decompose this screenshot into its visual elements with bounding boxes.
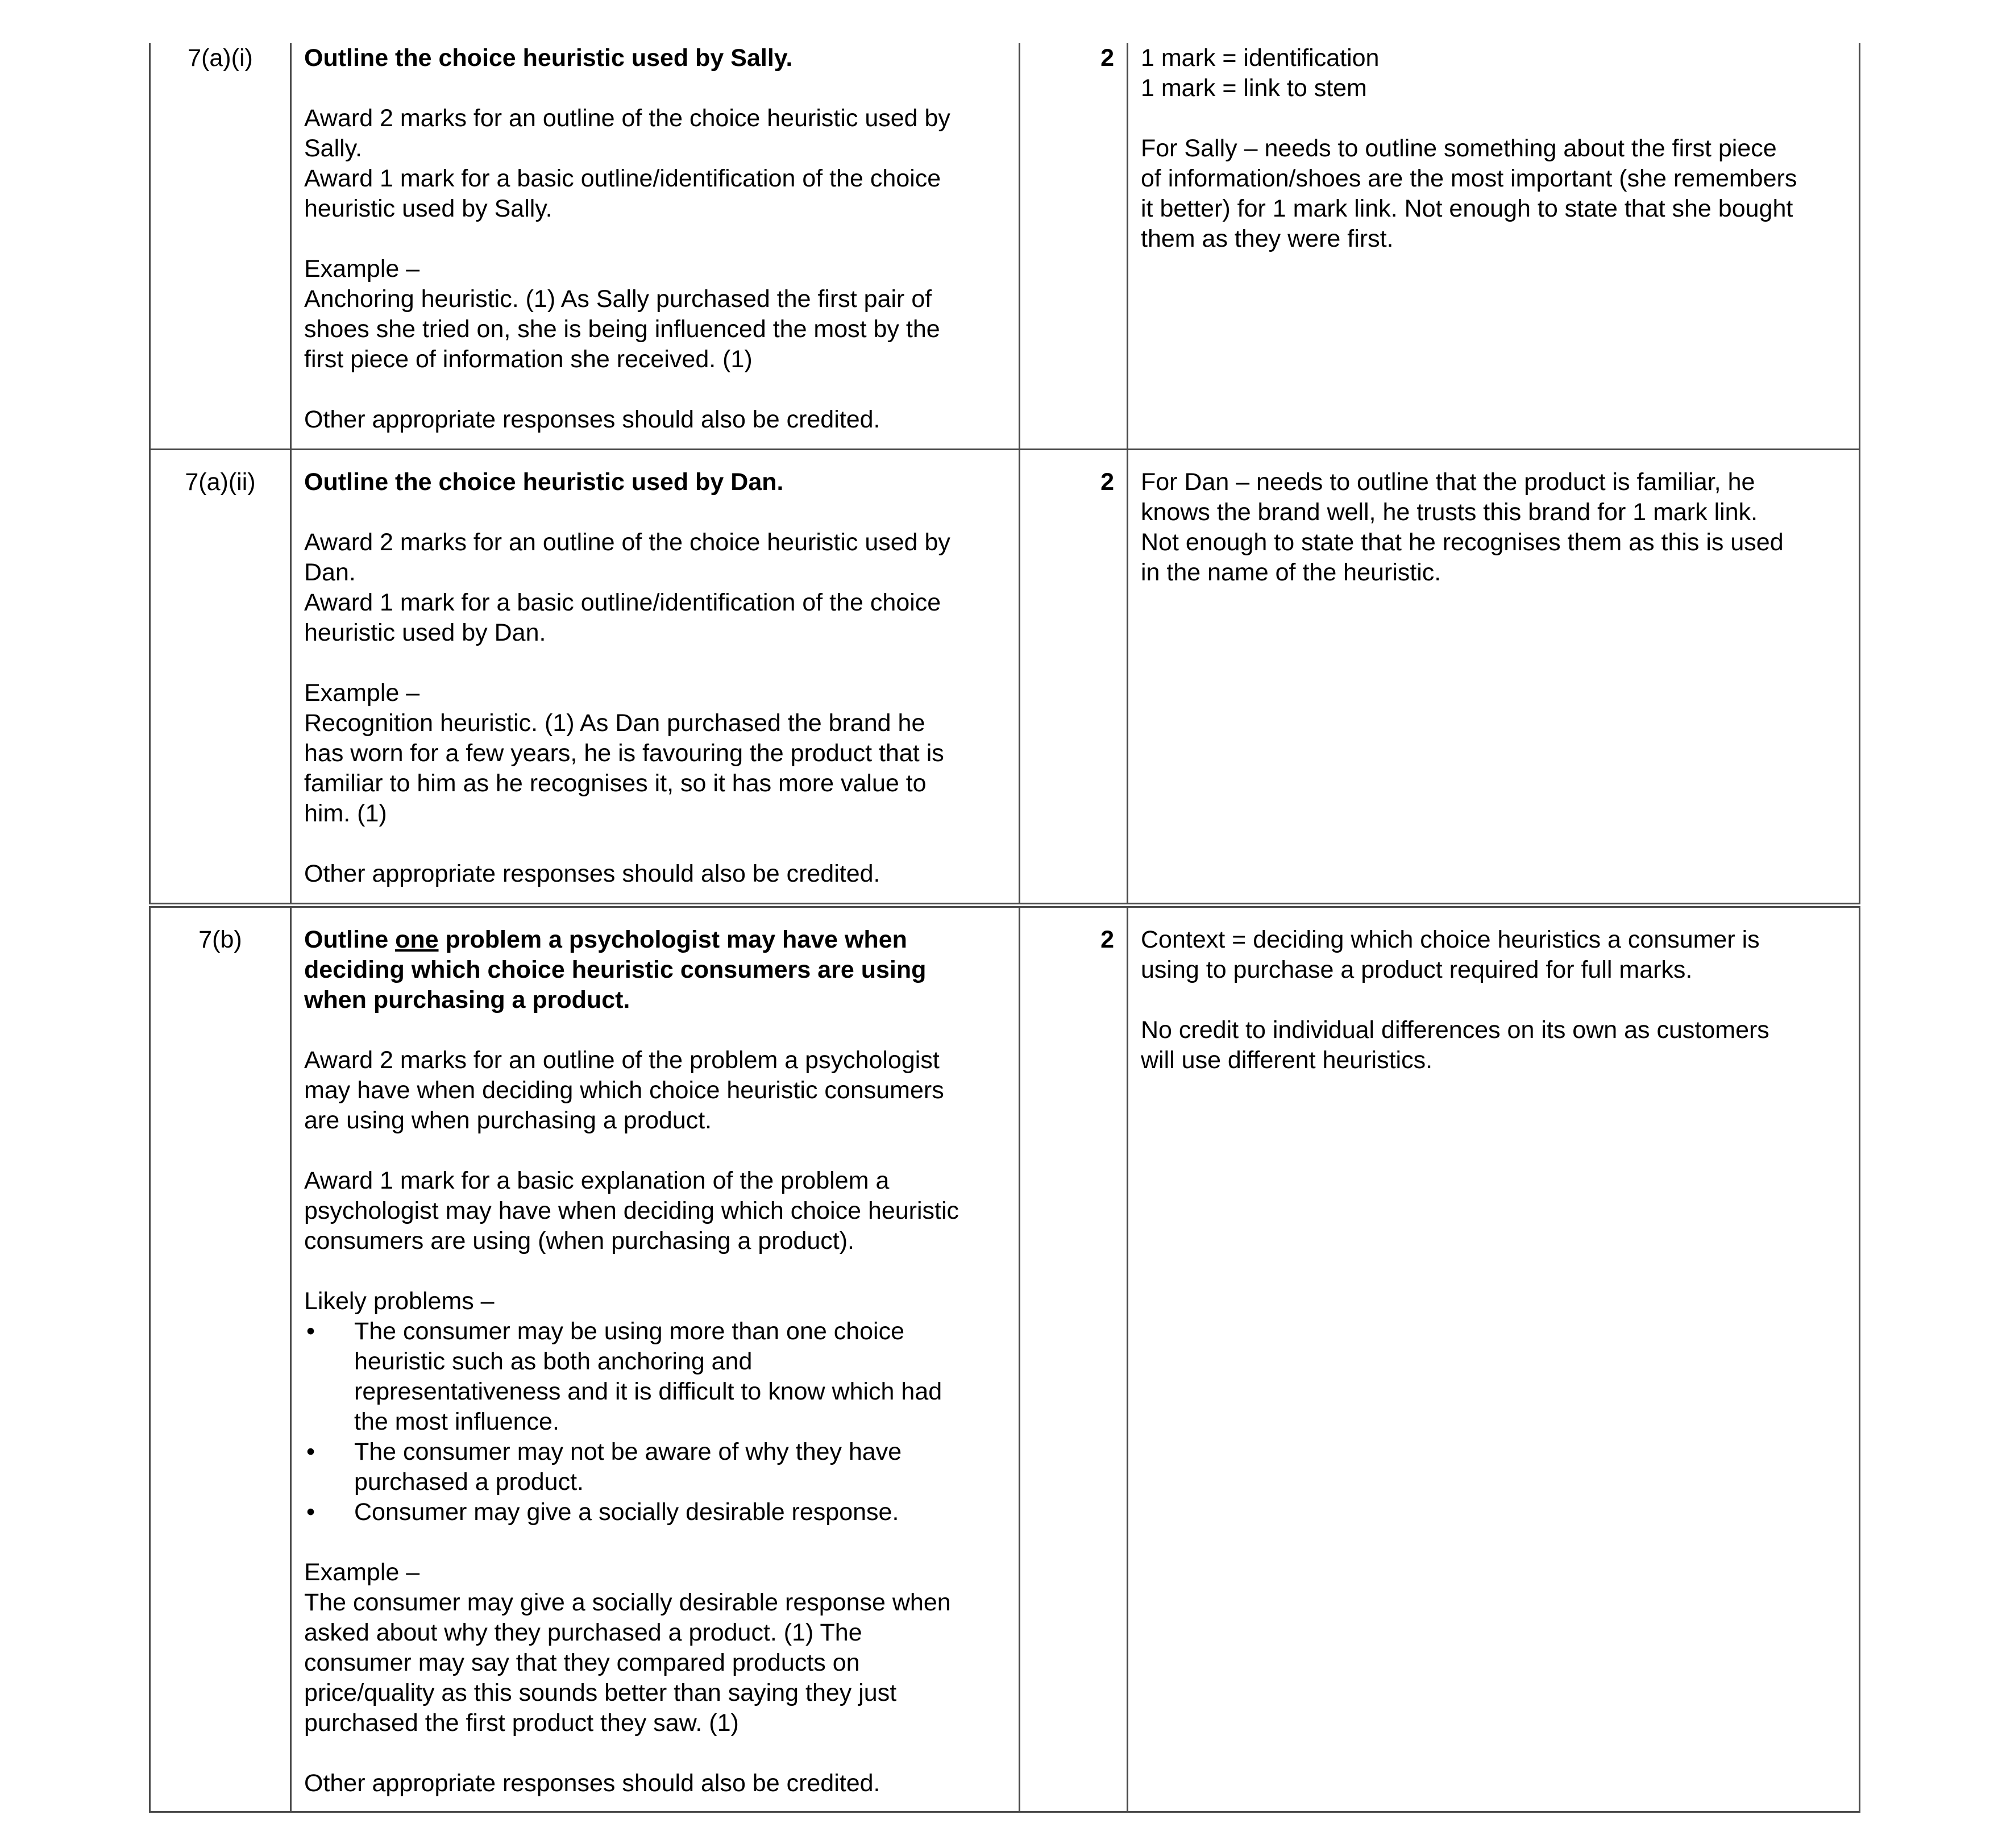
bullet-text: Consumer may give a socially desirable response. <box>354 1498 899 1526</box>
example-text: purchased the first product they saw. (1) <box>304 1709 739 1737</box>
example-text: Recognition heuristic. (1) As Dan purchased the brand he <box>304 709 925 737</box>
question-prompt: Outline the choice heuristic used by Dan. <box>304 468 784 496</box>
prompt-underlined-word: one <box>395 926 439 953</box>
award-1-text: Award 1 mark for a basic outline/identification of the choice <box>304 165 941 192</box>
marks-cell <box>1020 906 1128 1812</box>
other-responses-note: Other appropriate responses should also be credited. <box>304 1770 880 1797</box>
list-item <box>304 1497 1006 1527</box>
bullet-icon: • <box>306 1438 315 1465</box>
example-label: Example – <box>304 679 420 707</box>
award-2-text: Dan. <box>304 559 356 586</box>
question-number: 7(a)(ii) <box>185 468 256 496</box>
other-responses-note: Other appropriate responses should also be credited. <box>304 406 880 433</box>
question-prompt: Outline the choice heuristic used by Sally. <box>304 44 793 72</box>
table-row <box>150 43 1860 450</box>
example-text: asked about why they purchased a product. (1) The <box>304 1619 862 1646</box>
guidance-text: knows the brand well, he trusts this brand for 1 mark link. <box>1141 499 1758 526</box>
award-2-text: Award 2 marks for an outline of the problem a psychologist <box>304 1046 940 1074</box>
table-row <box>150 906 1860 1812</box>
example-label: Example – <box>304 255 420 283</box>
guidance-cell <box>1128 450 1860 906</box>
guidance-text: will use different heuristics. <box>1141 1046 1433 1074</box>
award-1-text: psychologist may have when deciding which choice heuristic <box>304 1197 959 1224</box>
answer-cell <box>291 450 1020 906</box>
list-item <box>304 1437 1006 1497</box>
question-prompt: deciding which choice heuristic consumers are using <box>304 956 927 983</box>
guidance-text: No credit to individual differences on its own as customers <box>1141 1016 1769 1044</box>
marks-value: 2 <box>1100 468 1114 496</box>
award-1-text: heuristic used by Sally. <box>304 195 552 222</box>
guidance-text: using to purchase a product required for full marks. <box>1141 956 1693 983</box>
table-row <box>150 450 1860 906</box>
prompt-text: problem a psychologist may have when <box>438 926 907 953</box>
example-text: price/quality as this sounds better than saying they just <box>304 1679 897 1706</box>
guidance-text: them as they were first. <box>1141 225 1394 252</box>
example-text: The consumer may give a socially desirable response when <box>304 1589 951 1616</box>
question-prompt <box>304 925 1006 955</box>
mark-scheme-table <box>149 43 1860 1813</box>
example-label: Example – <box>304 1559 420 1586</box>
marks-cell <box>1020 43 1128 450</box>
award-2-text: Sally. <box>304 135 362 162</box>
guidance-text: of information/shoes are the most important (she remembers <box>1141 165 1797 192</box>
other-responses-note: Other appropriate responses should also be credited. <box>304 860 880 887</box>
award-2-text: Award 2 marks for an outline of the choice heuristic used by <box>304 105 950 132</box>
bullet-icon: • <box>306 1318 315 1345</box>
answer-cell <box>291 906 1020 1812</box>
bullet-text: The consumer may be using more than one choice <box>354 1318 905 1345</box>
question-prompt: when purchasing a product. <box>304 986 630 1014</box>
bullet-icon: • <box>306 1498 315 1526</box>
likely-problems-label: Likely problems – <box>304 1288 495 1315</box>
bullet-text: heuristic such as both anchoring and <box>354 1348 753 1375</box>
question-number: 7(a)(i) <box>188 44 253 72</box>
award-2-text: are using when purchasing a product. <box>304 1107 712 1134</box>
example-text: consumer may say that they compared products on <box>304 1649 860 1676</box>
question-number-cell <box>150 450 291 906</box>
bullet-text: the most influence. <box>354 1408 559 1435</box>
marks-value: 2 <box>1100 44 1114 72</box>
bullet-text: The consumer may not be aware of why they have <box>354 1438 902 1465</box>
example-text: familiar to him as he recognises it, so it has more value to <box>304 770 927 797</box>
example-text: him. (1) <box>304 800 387 827</box>
award-1-text: heuristic used by Dan. <box>304 619 546 646</box>
award-1-text: consumers are using (when purchasing a product). <box>304 1227 855 1255</box>
prompt-text: Outline <box>304 926 396 953</box>
question-number-cell <box>150 906 291 1812</box>
marks-value: 2 <box>1100 926 1114 953</box>
guidance-text: For Dan – needs to outline that the product is familiar, he <box>1141 468 1755 496</box>
guidance-text: it better) for 1 mark link. Not enough to state that she bought <box>1141 195 1793 222</box>
guidance-cell <box>1128 906 1860 1812</box>
bullet-text: representativeness and it is difficult to know which had <box>354 1378 942 1405</box>
guidance-text: in the name of the heuristic. <box>1141 559 1442 586</box>
guidance-text: 1 mark = identification <box>1141 44 1380 72</box>
question-number-cell <box>150 43 291 450</box>
marks-cell <box>1020 450 1128 906</box>
guidance-text: 1 mark = link to stem <box>1141 74 1367 102</box>
guidance-text: Context = deciding which choice heuristics a consumer is <box>1141 926 1760 953</box>
example-text: Anchoring heuristic. (1) As Sally purchased the first pair of <box>304 285 932 313</box>
guidance-text: For Sally – needs to outline something about the first piece <box>1141 135 1777 162</box>
example-text: first piece of information she received. (1) <box>304 346 753 373</box>
list-item <box>304 1317 1006 1437</box>
award-1-text: Award 1 mark for a basic outline/identification of the choice <box>304 589 941 616</box>
bullet-text: purchased a product. <box>354 1468 584 1496</box>
award-1-text: Award 1 mark for a basic explanation of the problem a <box>304 1167 890 1194</box>
award-2-text: may have when deciding which choice heuristic consumers <box>304 1077 944 1104</box>
example-text: has worn for a few years, he is favouring the product that is <box>304 740 944 767</box>
award-2-text: Award 2 marks for an outline of the choice heuristic used by <box>304 529 950 556</box>
question-number: 7(b) <box>198 926 242 953</box>
answer-cell <box>291 43 1020 450</box>
guidance-cell <box>1128 43 1860 450</box>
guidance-text: Not enough to state that he recognises them as this is used <box>1141 529 1784 556</box>
example-text: shoes she tried on, she is being influenced the most by the <box>304 315 940 343</box>
